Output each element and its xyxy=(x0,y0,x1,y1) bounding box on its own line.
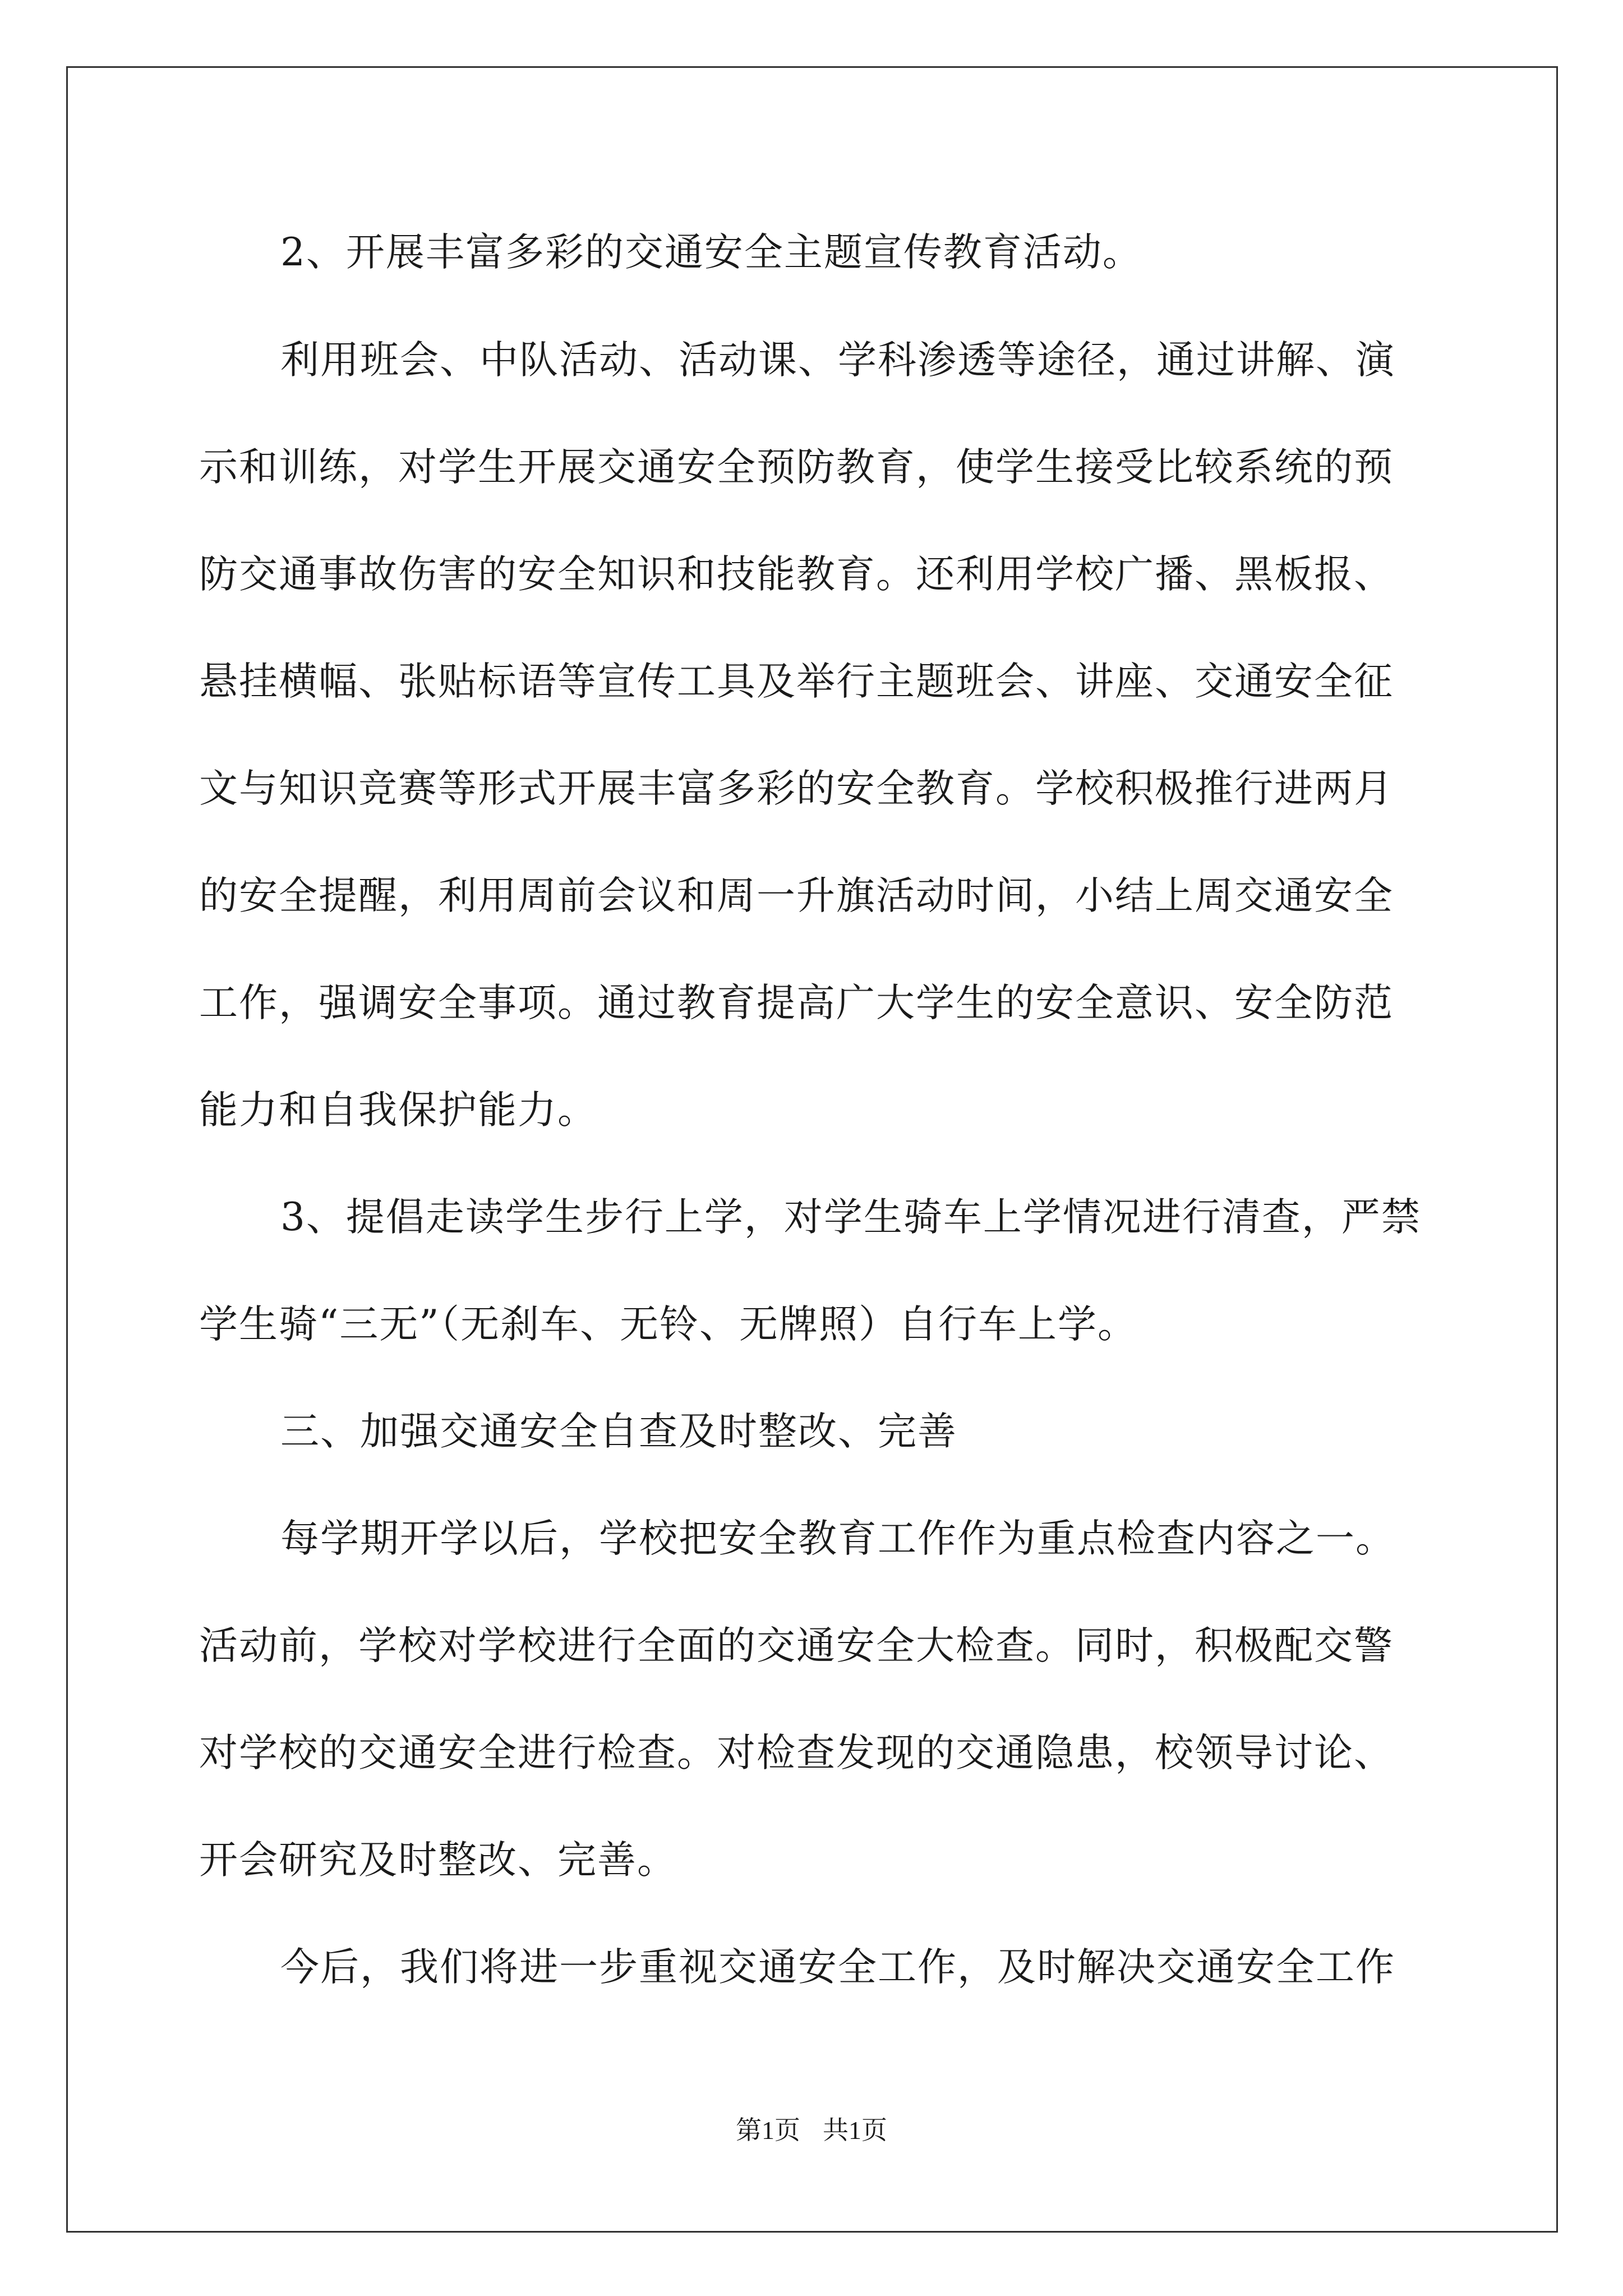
paragraph-line: 防交通事故伤害的安全知识和技能教育。还利用学校广播、黑板报、 xyxy=(199,552,1394,597)
page-footer xyxy=(0,2114,1623,2147)
paragraph-line: 能力和自我保护能力。 xyxy=(199,1088,597,1133)
page-total: 共1页 xyxy=(823,2116,887,2145)
page-number: 第1页 xyxy=(736,2116,800,2145)
section-heading: 三、加强交通安全自查及时整改、完善 xyxy=(280,1409,957,1454)
paragraph-line: 对学校的交通安全进行检查。对检查发现的交通隐患，校领导讨论、 xyxy=(199,1731,1394,1775)
paragraph-line: 的安全提醒，利用周前会议和周一升旗活动时间，小结上周交通安全 xyxy=(199,873,1394,918)
paragraph-line: 今后，我们将进一步重视交通安全工作，及时解决交通安全工作 xyxy=(280,1945,1395,1990)
heading-2: 2、开展丰富多彩的交通安全主题宣传教育活动。 xyxy=(280,230,1142,275)
paragraph-line: 3、提倡走读学生步行上学，对学生骑车上学情况进行清查，严禁 xyxy=(280,1195,1421,1240)
paragraph-line: 利用班会、中队活动、活动课、学科渗透等途径，通过讲解、演 xyxy=(280,338,1395,383)
paragraph-line: 学生骑“三无”（无刹车、无铃、无牌照）自行车上学。 xyxy=(199,1302,1138,1347)
paragraph-line: 开会研究及时整改、完善。 xyxy=(199,1838,677,1883)
paragraph-line: 悬挂横幅、张贴标语等宣传工具及举行主题班会、讲座、交通安全征 xyxy=(199,659,1394,704)
paragraph-line: 活动前，学校对学校进行全面的交通安全大检查。同时，积极配交警 xyxy=(199,1623,1394,1668)
paragraph-line: 示和训练，对学生开展交通安全预防教育，使学生接受比较系统的预 xyxy=(199,445,1394,490)
paragraph-line: 文与知识竞赛等形式开展丰富多彩的安全教育。学校积极推行进两月 xyxy=(199,766,1394,811)
paragraph-line: 工作，强调安全事项。通过教育提高广大学生的安全意识、安全防范 xyxy=(199,981,1394,1025)
paragraph-line: 每学期开学以后，学校把安全教育工作作为重点检查内容之一。 xyxy=(280,1516,1395,1561)
